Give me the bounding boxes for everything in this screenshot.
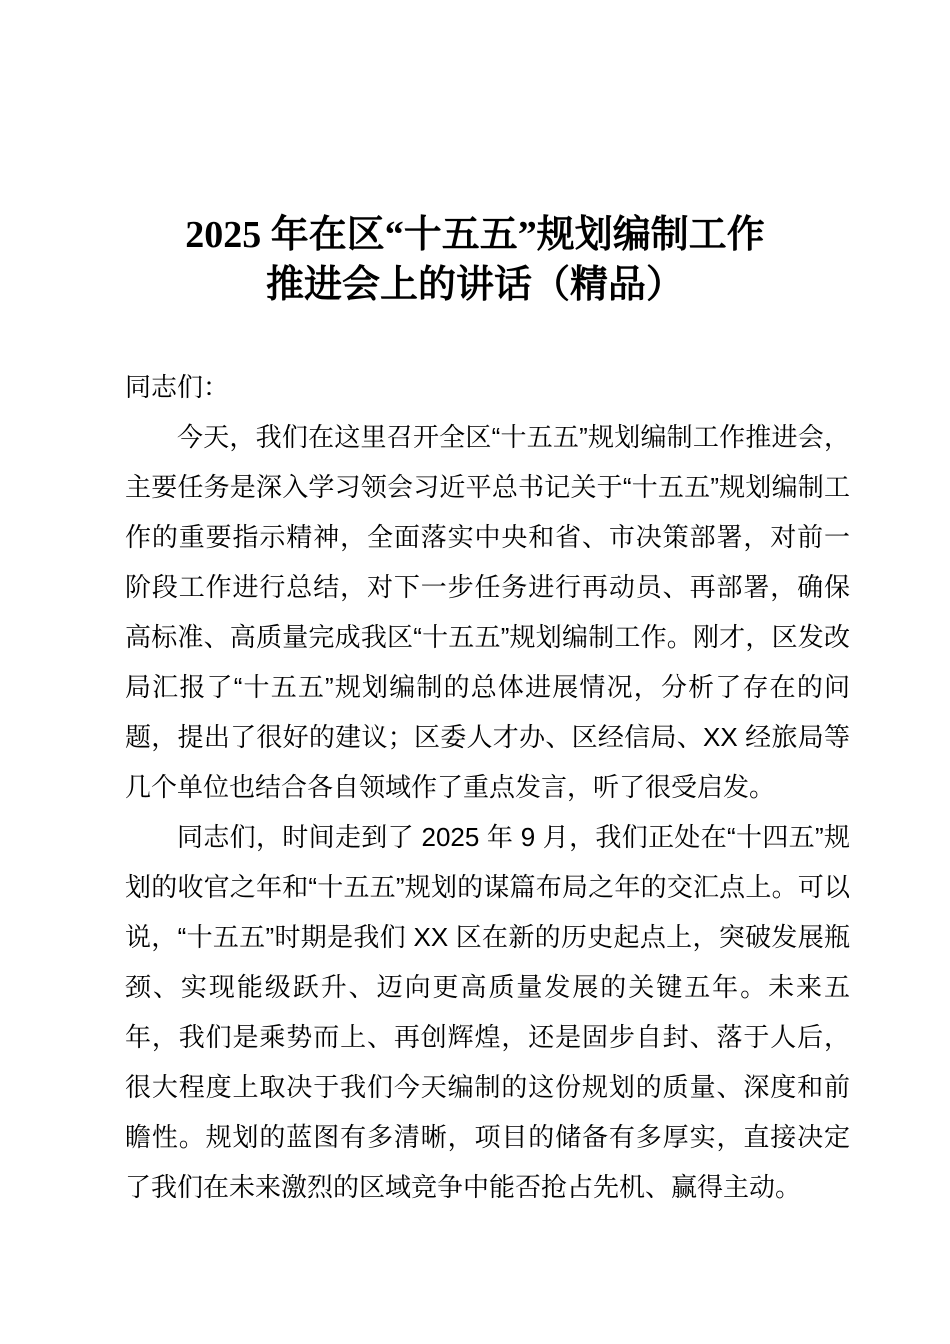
body-paragraph-2: 同志们，时间走到了 2025 年 9 月，我们正处在“十四五”规划的收官之年和“十五五”规划的谋篇布局之年的交汇点上。可以说，“十五五”时期是我们 XX 区在新的历史起点上，突破发展瓶颈、实现能级跃升、迈向更高质量发展的关键五年。未来五年，我们是乘势而上、再创辉煌，还是固步自封、落于人后，很大程度上取决于我们今天编制的这份规划的质量、深度和前瞻性。规划的蓝图有多清晰，项目的储备有多厚实，直接决定了我们在未来激烈的区域竞争中能否抢占先机、赢得主动。: [125, 822, 850, 1203]
document-body: [0, 362, 950, 1212]
salutation-paragraph: 同志们：: [125, 372, 230, 403]
body-paragraph-1: 今天，我们在这里召开全区“十五五”规划编制工作推进会，主要任务是深入学习领会习近平总书记关于“十五五”规划编制工作的重要指示精神，全面落实中央和省、市决策部署，对前一阶段工作进行总结，对下一步任务进行再动员、再部署，确保高标准、高质量完成我区“十五五”规划编制工作。刚才，区发改局汇报了“十五五”规划编制的总体进展情况，分析了存在的问题，提出了很好的建议；区委人才办、区经信局、XX 经旅局等几个单位也结合各自领域作了重点发言，听了很受启发。: [125, 422, 850, 803]
document-title: [0, 25, 950, 310]
document-title-line-2: 推进会上的讲话（精品）: [265, 264, 684, 307]
document-title-line-1: 2025 年在区“十五五”规划编制工作: [185, 214, 765, 257]
